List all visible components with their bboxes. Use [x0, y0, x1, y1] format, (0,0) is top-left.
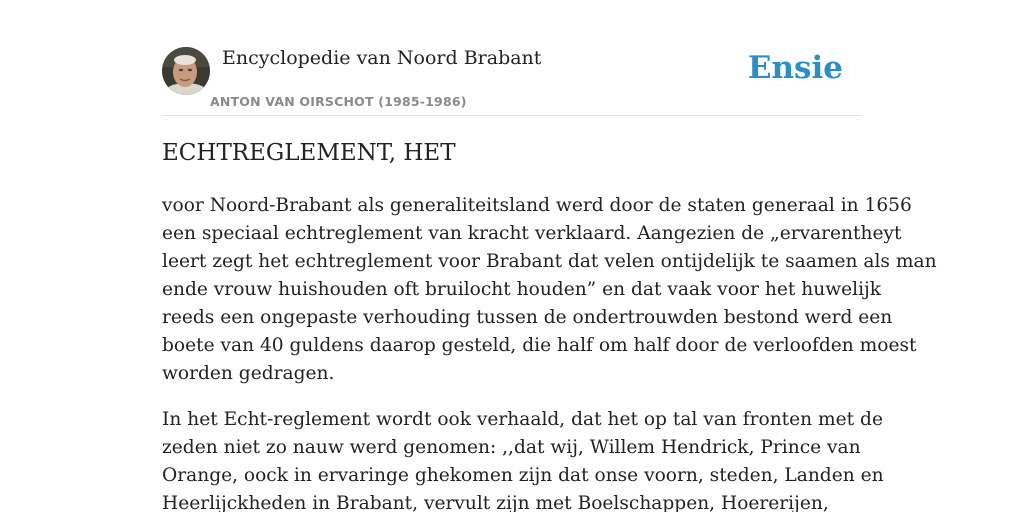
article-body [162, 192, 937, 512]
text-line: Orange, oock in ervaringe ghekomen zijn dat onse voorn, steden, Landen en [162, 465, 884, 486]
site-title[interactable]: Encyclopedie van Noord Brabant [222, 47, 542, 69]
text-line: boete van 40 guldens daarop gesteld, die half om half door de verloofden moest [162, 335, 917, 356]
author-name[interactable]: ANTON VAN OIRSCHOT (1985-1986) [210, 94, 467, 109]
author-portrait-image [162, 47, 210, 95]
text-line: In het Echt-reglement wordt ook verhaald, dat het op tal van fronten met de [162, 409, 883, 430]
text-line: een speciaal echtreglement van kracht verklaard. Aangezien de „ervarentheyt [162, 223, 902, 244]
article-paragraph [162, 192, 937, 388]
article-title: ECHTREGLEMENT, HET [162, 140, 456, 166]
author-avatar[interactable] [162, 47, 210, 95]
text-line: zeden niet zo nauw werd genomen: ,,dat wij, Willem Hendrick, Prince van [162, 437, 861, 458]
text-line: worden gedragen. [162, 363, 335, 384]
site-header [162, 46, 862, 116]
text-line: reeds een ongepaste verhouding tussen de ondertrouwden bestond werd een [162, 307, 893, 328]
text-line: leert zegt het echtreglement voor Brabant dat velen ontijdelijk te saamen als man [162, 251, 937, 272]
header-divider [162, 115, 862, 116]
text-line: Heerlijckheden in Brabant, vervult zijn met Boelschappen, Hoererijen, [162, 493, 829, 512]
text-line: voor Noord-Brabant als generaliteitsland werd door de staten generaal in 1656 [162, 195, 912, 216]
ensie-logo[interactable]: Ensie [747, 50, 843, 86]
article-paragraph [162, 406, 882, 512]
text-line: ende vrouw huishouden oft bruilocht houden” en dat vaak voor het huwelijk [162, 279, 882, 300]
